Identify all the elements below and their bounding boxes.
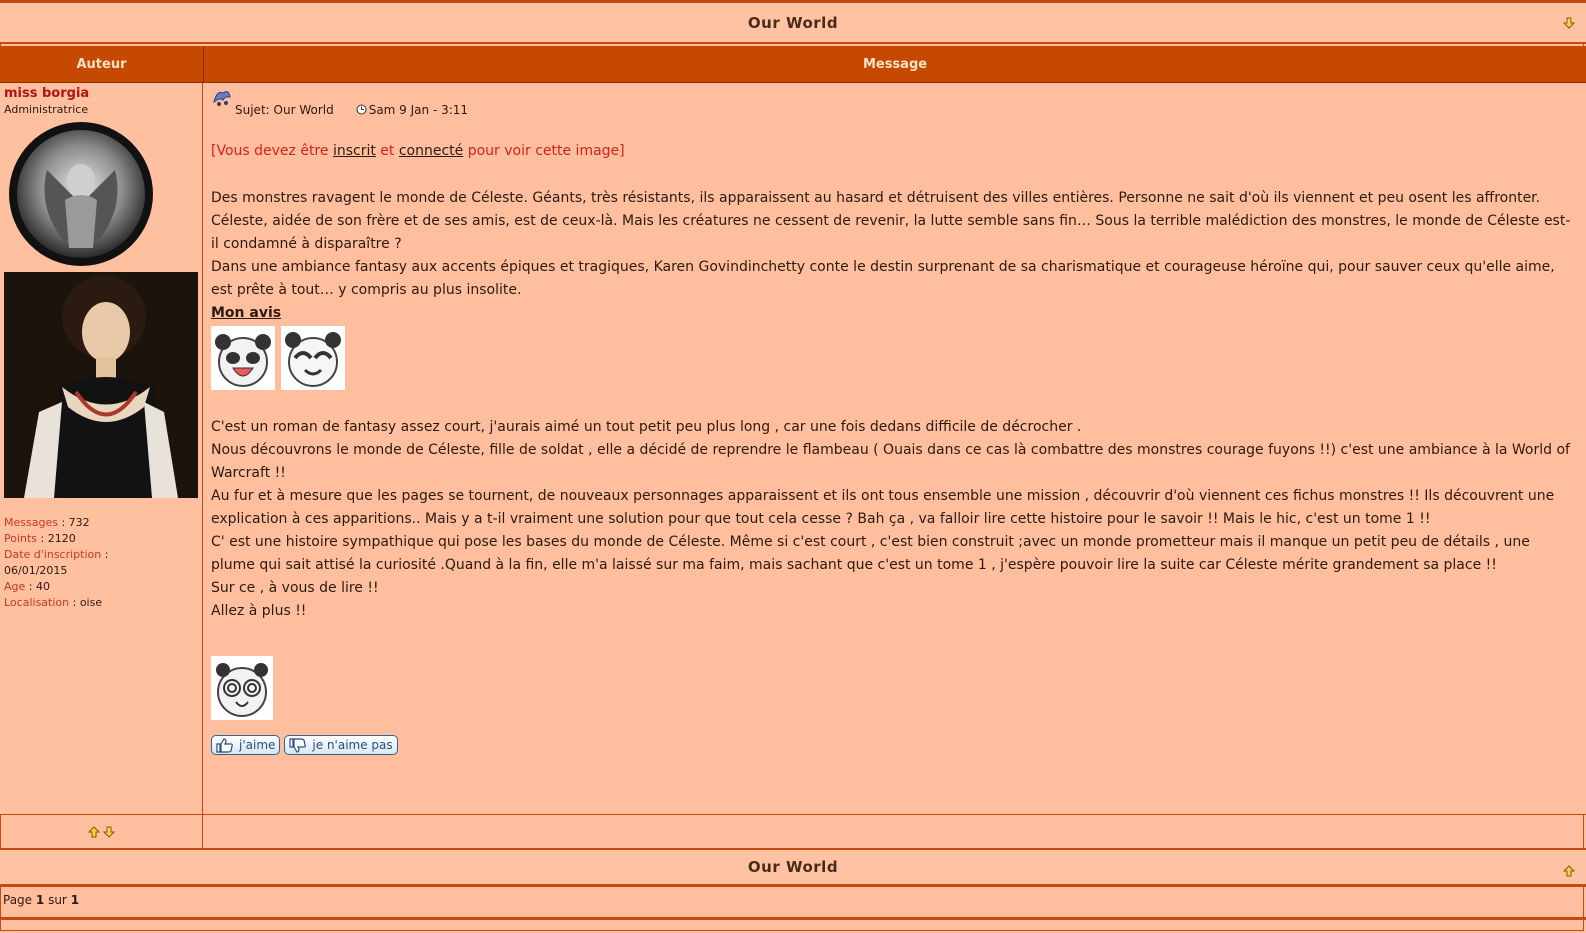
post-subject-prefix: Sujet: xyxy=(235,103,270,117)
panda-laugh-icon xyxy=(211,326,275,390)
synopsis-paragraph: Dans une ambiance fantasy aux accents épiques et tragiques, Karen Govindinchetty conte le destin surprenant de sa charismatique et courageuse héroïne qui, pour sauver ceux qu'elle aime, est prête à tout… y compris au plus insolite. xyxy=(211,259,1555,298)
synopsis-paragraph: Des monstres ravagent le monde de Céleste. Géants, très résistants, ils apparaissent au hasard et détruisent des villes entières. Personne ne sait d'où ils viennent et peu osent les affronter. Céleste, aidée de son frère et de ses amis, est de ceux-là. Mais les créatures ne cessent de revenir, la lutte semble sans fin… Sous la terrible malédiction des monstres, le monde de Céleste est-il condamné à disparaître ? xyxy=(211,190,1571,252)
topic-title: Our World xyxy=(747,858,839,876)
stat-location: Localisation : oise xyxy=(4,596,103,609)
bottom-divider xyxy=(0,917,1586,920)
stat-points: Points : 2120 xyxy=(4,532,76,545)
post-date: Sam 9 Jan - 3:11 xyxy=(368,103,469,117)
message-column-header: Message xyxy=(862,56,928,72)
panda-happy-icon xyxy=(281,326,345,390)
post-body xyxy=(211,187,1571,755)
author-panel xyxy=(0,83,203,814)
scroll-up-icon[interactable] xyxy=(1562,864,1576,878)
scroll-down-icon[interactable] xyxy=(1562,16,1576,30)
post-row xyxy=(0,83,1586,815)
topic-title-bar-top xyxy=(0,0,1586,44)
dislike-button[interactable] xyxy=(284,735,397,755)
register-link[interactable]: inscrit xyxy=(332,143,376,159)
rank-badge-icon xyxy=(7,120,155,268)
post-icon xyxy=(211,87,233,109)
table-header xyxy=(0,46,1586,83)
review-paragraph: Allez à plus !! xyxy=(211,603,307,619)
spacer xyxy=(211,623,1571,656)
spacer xyxy=(211,392,1571,416)
author-name[interactable]: miss borgia xyxy=(4,86,90,101)
restricted-image-notice: [Vous devez être inscrit et connecté pour voir cette image] xyxy=(211,143,625,159)
dislike-label: je n'aime pas xyxy=(312,737,393,752)
pagination-text: Page 1 sur 1 xyxy=(3,893,80,907)
topic-title: Our World xyxy=(747,13,839,32)
post-nav-row xyxy=(0,815,1586,850)
thumbs-down-icon xyxy=(289,738,307,753)
review-paragraph: Au fur et à mesure que les pages se tournent, de nouveaux personnages apparaissent et ils ont tous ensemble une mission , découvrir d'où viennent ces fichus monstres !! Ils découvrent une explication à ces apparitions.. Mais y a t-il vraiment une solution pour que tout cela cesse ? Bah ça , va falloir lire cette histoire pour le savoir !! Mais le hic, c'est un tome 1 !! xyxy=(211,488,1555,527)
post-header xyxy=(211,87,468,117)
avatar xyxy=(4,272,198,498)
stat-age: Age : 40 xyxy=(4,580,50,593)
message-panel xyxy=(203,83,1586,814)
arrow-up-icon[interactable] xyxy=(88,826,100,838)
author-column-header: Auteur xyxy=(0,46,204,82)
post-nav-empty xyxy=(203,815,1586,848)
review-paragraph: C' est une histoire sympathique qui pose les bases du monde de Céleste. Même si c'est court , c'est bien construit ;avec un monde prometteur mais il manque un petit peu de détails , une plume qui sait attisé la curiosité .Quand à la fin, elle m'a laissé sur ma faim, mais sachant que c'est un tome 1 , j'espère pouvoir lire la suite car Céleste mérite grandement sa place !! xyxy=(211,534,1530,573)
review-paragraph: Nous découvrons le monde de Céleste, fille de soldat , elle a décidé de reprendre le flambeau ( Ouais dans ce cas là combattre des monstres courage fuyons !!) c'est une ambiance à la World of Warcraft !! xyxy=(211,442,1570,481)
post-nav-cell xyxy=(0,815,203,848)
author-stats xyxy=(4,515,108,611)
like-label: j'aime xyxy=(239,737,276,752)
total-pages: 1 xyxy=(70,893,80,907)
stat-messages: Messages : 732 xyxy=(4,516,90,529)
panda-dizzy-icon xyxy=(211,656,273,720)
topic-title-bar-bottom xyxy=(0,850,1586,887)
smiley-group xyxy=(211,326,1571,392)
clock-icon xyxy=(356,104,367,115)
thumbs-up-icon xyxy=(216,738,234,753)
review-paragraph: Sur ce , à vous de lire !! xyxy=(211,580,379,596)
review-title: Mon avis xyxy=(211,305,282,321)
post-subject[interactable]: Our World xyxy=(273,103,334,117)
review-paragraph: C'est un roman de fantasy assez court, j'aurais aimé un tout petit peu plus long , car une fois dedans difficile de décrocher . xyxy=(211,419,1082,435)
arrow-down-icon[interactable] xyxy=(103,826,115,838)
author-rank: Administratrice xyxy=(4,103,89,116)
like-button[interactable] xyxy=(211,735,280,755)
current-page: 1 xyxy=(35,893,45,907)
pagination xyxy=(0,889,1586,933)
vote-buttons xyxy=(211,735,1571,755)
stat-signup-date: Date d'inscription : 06/01/2015 xyxy=(4,548,109,577)
login-link[interactable]: connecté xyxy=(398,143,464,159)
